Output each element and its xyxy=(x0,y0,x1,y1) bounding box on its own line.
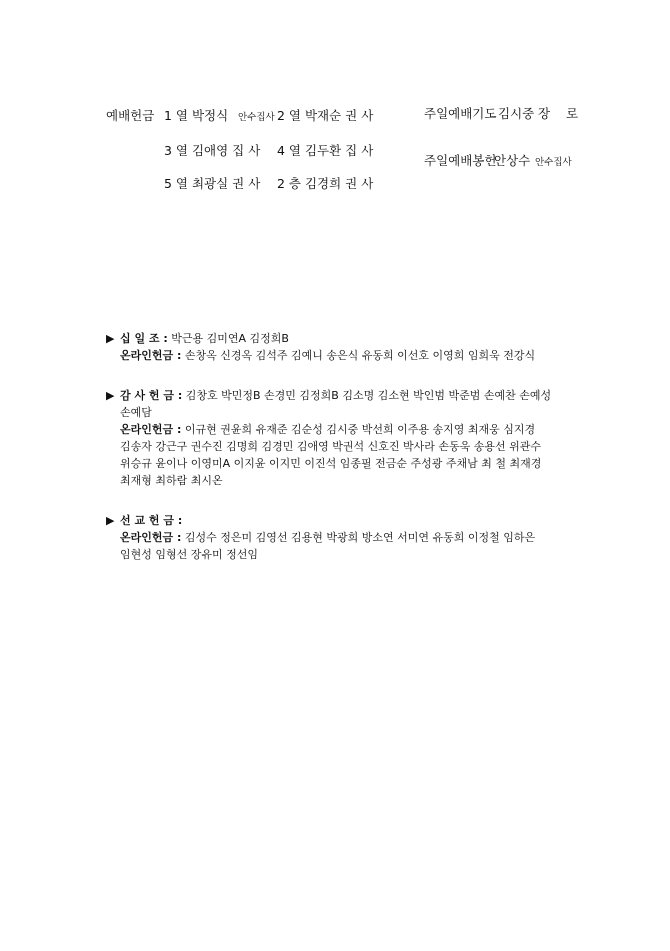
bullet-icon: ▶ xyxy=(106,389,115,402)
prayer-name: 김시중 xyxy=(498,106,535,121)
service-label: 주일예배봉헌 xyxy=(424,153,497,168)
thanks-section xyxy=(106,387,562,489)
prayer-label: 주일예배기도 xyxy=(424,106,497,121)
offering-row-2-left: 3 열 김애영 집 사 xyxy=(164,143,261,158)
offering-label: 예배헌금 xyxy=(106,108,155,123)
offering-row-2-right: 4 열 김두환 집 사 xyxy=(277,143,374,158)
service-name: 안상수 xyxy=(494,153,531,168)
thanks-online-label: 온라인헌금 : xyxy=(120,423,182,436)
offering-row-1-right: 2 열 박재순 권 사 xyxy=(277,108,374,123)
tithe-online-label: 온라인헌금 : xyxy=(120,349,182,362)
tithe-section xyxy=(106,330,562,364)
mission-online-line-1: 김성수 정은미 김영선 김용현 박광희 방소연 서미연 유동희 이정철 임하은 xyxy=(184,531,536,544)
tithe-names: 박근용 김미연A 김정희B xyxy=(171,332,289,345)
bullet-icon: ▶ xyxy=(106,514,115,527)
mission-online-label: 온라인헌금 : xyxy=(120,531,182,544)
mission-section xyxy=(106,512,562,563)
thanks-online-line-2: 김송자 강근구 권수진 김명희 김경민 김애영 박권석 신호진 박사라 손동욱 송용선 위관수 xyxy=(120,440,541,453)
thanks-online-line-3: 위승규 윤이나 이영미A 이지윤 이지민 이진석 임종필 전금순 주성광 주채남 최 철 최재경 xyxy=(120,457,542,470)
prayer-title: 장 로 xyxy=(538,106,585,121)
thanks-label: 감 사 헌 금 : xyxy=(120,389,183,402)
thanks-names-line-2: 손예담 xyxy=(120,406,152,419)
mission-label: 선 교 헌 금 : xyxy=(120,514,183,527)
tithe-online-names: 손창옥 신경옥 김석주 김예니 송은식 유동희 이선호 이영희 임희욱 전강식 xyxy=(184,349,536,362)
offering-row-3-right: 2 층 김경희 권 사 xyxy=(277,176,374,191)
bullet-icon: ▶ xyxy=(106,332,115,345)
thanks-online-line-4: 최재형 최하람 최시온 xyxy=(120,474,223,487)
offering-row-1-left: 1 열 박정식 xyxy=(164,108,229,123)
thanks-online-line-1: 이규현 권윤희 유재준 김순성 김시중 박선희 이주용 송지영 최재웅 심지경 xyxy=(184,423,536,436)
thanks-names-line-1: 김창호 박민정B 손경민 김정희B 김소명 김소현 박인범 박준범 손예찬 손예성 xyxy=(185,389,552,402)
service-title: 안수집사 xyxy=(535,157,572,168)
tithe-label: 십 일 조 : xyxy=(120,332,168,345)
mission-online-line-2: 임현성 임형선 장유미 정선임 xyxy=(120,548,259,561)
offering-row-3-left: 5 열 최광실 권 사 xyxy=(164,176,261,191)
offering-row-1-title: 안수집사 xyxy=(238,112,275,123)
